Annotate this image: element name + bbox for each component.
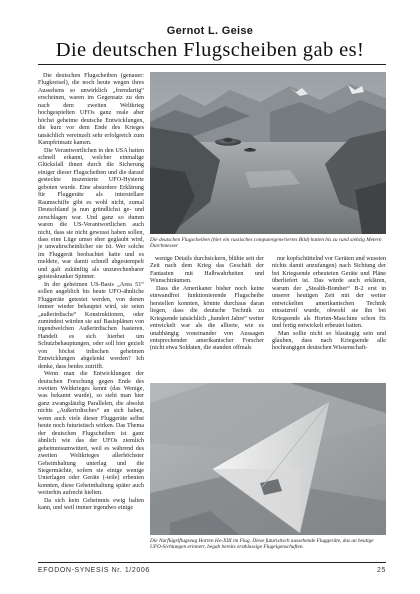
article-paragraph: Die deutschen Flugscheiben (genauer: Flugkreisel), die noch heute wegen ihres Aussehens so unwirklich „fremdartig“ erscheinen, waren im Gegensatz zu den nach dem zweiten Weltkrieg hochgespielten UFOs ganz reale aber höchst geheime deutsche Entwicklungen, die kurz vor dem Ende des Krieges tatsächlich vereinzelt sehr erfolgreich zum Kampfeinsatz kamen.: [38, 73, 144, 147]
article-paragraph: wenige Details durchsickern, blühte seit der Zeit nach dem Krieg das Geschäft der Fantasten mit Halbwahrheiten und Wunschträumen.: [150, 256, 264, 285]
top-photo-caption: Die deutschen Flugscheiben (hier ein russisches computergeneriertes Bild) hatten bis zu rund siebzig Metern Durchmesser: [150, 237, 382, 250]
text-column-1: [38, 73, 144, 557]
article-paragraph: Da sich kein Geheimnis ewig halten kann, und weil immer irgendwo einige: [38, 497, 144, 512]
horten-aircraft-photo: [150, 383, 386, 535]
article-paragraph: Wenn man die Entwicklungen der deutschen Forschung gegen Ende des zweiten Weltkrieges kennt (das Wenige, was bekannt wurde), so sieht man hier ganz zwangsläufig Parallelen, die absolut nichts „Außerirdisches“ an sich haben, wenn auch viele dieser Fluggeräte selbst heute noch futuristisch wirken. Das Thema der deutschen Flugscheiben ist ganz ähnlich wie das der UFOs ziemlich geheimnisumwittert, weil es während des zweiten Weltkrieges allerhöchster Geheimhaltung unterlag und die Siegermächte, sofern sie einige wenige Unterlagen oder Geräte (-teile) erbeuten konnten, diese Geheimhaltung später auch weiterhin aufrecht hielten.: [38, 371, 144, 497]
flying-disc-photo: [150, 72, 386, 234]
text-column-2: [150, 256, 264, 374]
article-paragraph: Dass die Amerikaner bisher noch keine einwandfrei funktionierende Flugscheibe herstellen konnten, könnte durchaus daran liegen, dass die deutsche Technik zu Kriegsende tatsächlich „hundert Jahre“ weiter entwickelt war als die allierte, wie es unabhängig voneinander von Aussagen entsprechender amerikanischer Forscher (nicht etwa Soldaten, die standen offmals: [150, 285, 264, 352]
page-number: 25: [377, 567, 386, 574]
title-rule: [38, 64, 386, 65]
article-title: Die deutschen Flugscheiben gab es!: [55, 39, 365, 61]
footer-rule: [38, 562, 386, 563]
author-name: Gernot L. Geise: [166, 25, 254, 37]
bottom-photo-caption: Die Nurflügelflugzeug Horten Ho-XIII im Flug. Diese futuristisch aussehende Fluggeräte, das an heutige UFO-Sichtungen erinnert, begab bereits erstklassige Flugeigenschaften.: [150, 538, 374, 551]
article-paragraph: In der geheimen US-Basis „Area 51“ sollen angeblich bis heute UFO-ähnliche Fluggeräte getestet werden, von denen immer wieder behauptet wird, sie seien „außerirdische“ Konstruktionen, oder zumindest würden sie auf Basisplänen von irgendwelchen Außerirdischen basieren. Handelt es sich hierbei um Schutzbehauptungen, oder soll hier gezielt von höchst irdischen geheimen Entwicklungen abgelenkt werden? Ich denke, dass beides zutrifft.: [38, 281, 144, 370]
article-paragraph: Die Verantwortlichen in den USA hatten schnell erkannt, welcher einmalige Glücksfall ihnen durch die Sicherung einiger dieser Flugscheiben und die darauf gesteckte inszenierte UFO-Hysterie geboten wurde. Eine absurdere Erklärung für Fluggeräte als interstellare Raumschiffe gibt es wohl nicht, zumal Deutschland ja nun gründlichst ge- und zerschlagen war. Und ganz so dumm waren die US-Verantwortlichen auch nicht, dass sie nicht gewusst haben sollen, dass eine Lüge umso eher geglaubt wird, je unwahrscheinlicher sie ist. Wer solche im Fluggerät beobachtet hatte und es meldete, war damit schnell abgestempelt und galt zukünftig als unzurechenbarer geisteskranker Spinner.: [38, 147, 144, 281]
magazine-issue: EFODON-SYNESIS Nr. 1/2006: [38, 567, 150, 574]
article-paragraph: Man sollte nicht so blauäugig sein und glauben, dass nach Kriegsende alle hochrangigen deutschen Wissenschaft-: [272, 330, 386, 352]
article-paragraph: nur kopfschüttelnd vor Geräten und wussten nichts damit anzufangen) nach Sichtung der bei Kriegsende erbeuteten Geräte und Pläne überliefert ist. Das würde auch erklären, warum der „Stealth-Bomber“ B-2 erst in unserer heutigen Zeit mit der weiter entwickelten amerikanischen Technik einsatzreif wurde, obwohl sie ihn bei Kriegsende als Horten-Maschine schon fix und fertig entwickelt erbeutet hatten.: [272, 256, 386, 330]
text-column-3: [272, 256, 386, 374]
